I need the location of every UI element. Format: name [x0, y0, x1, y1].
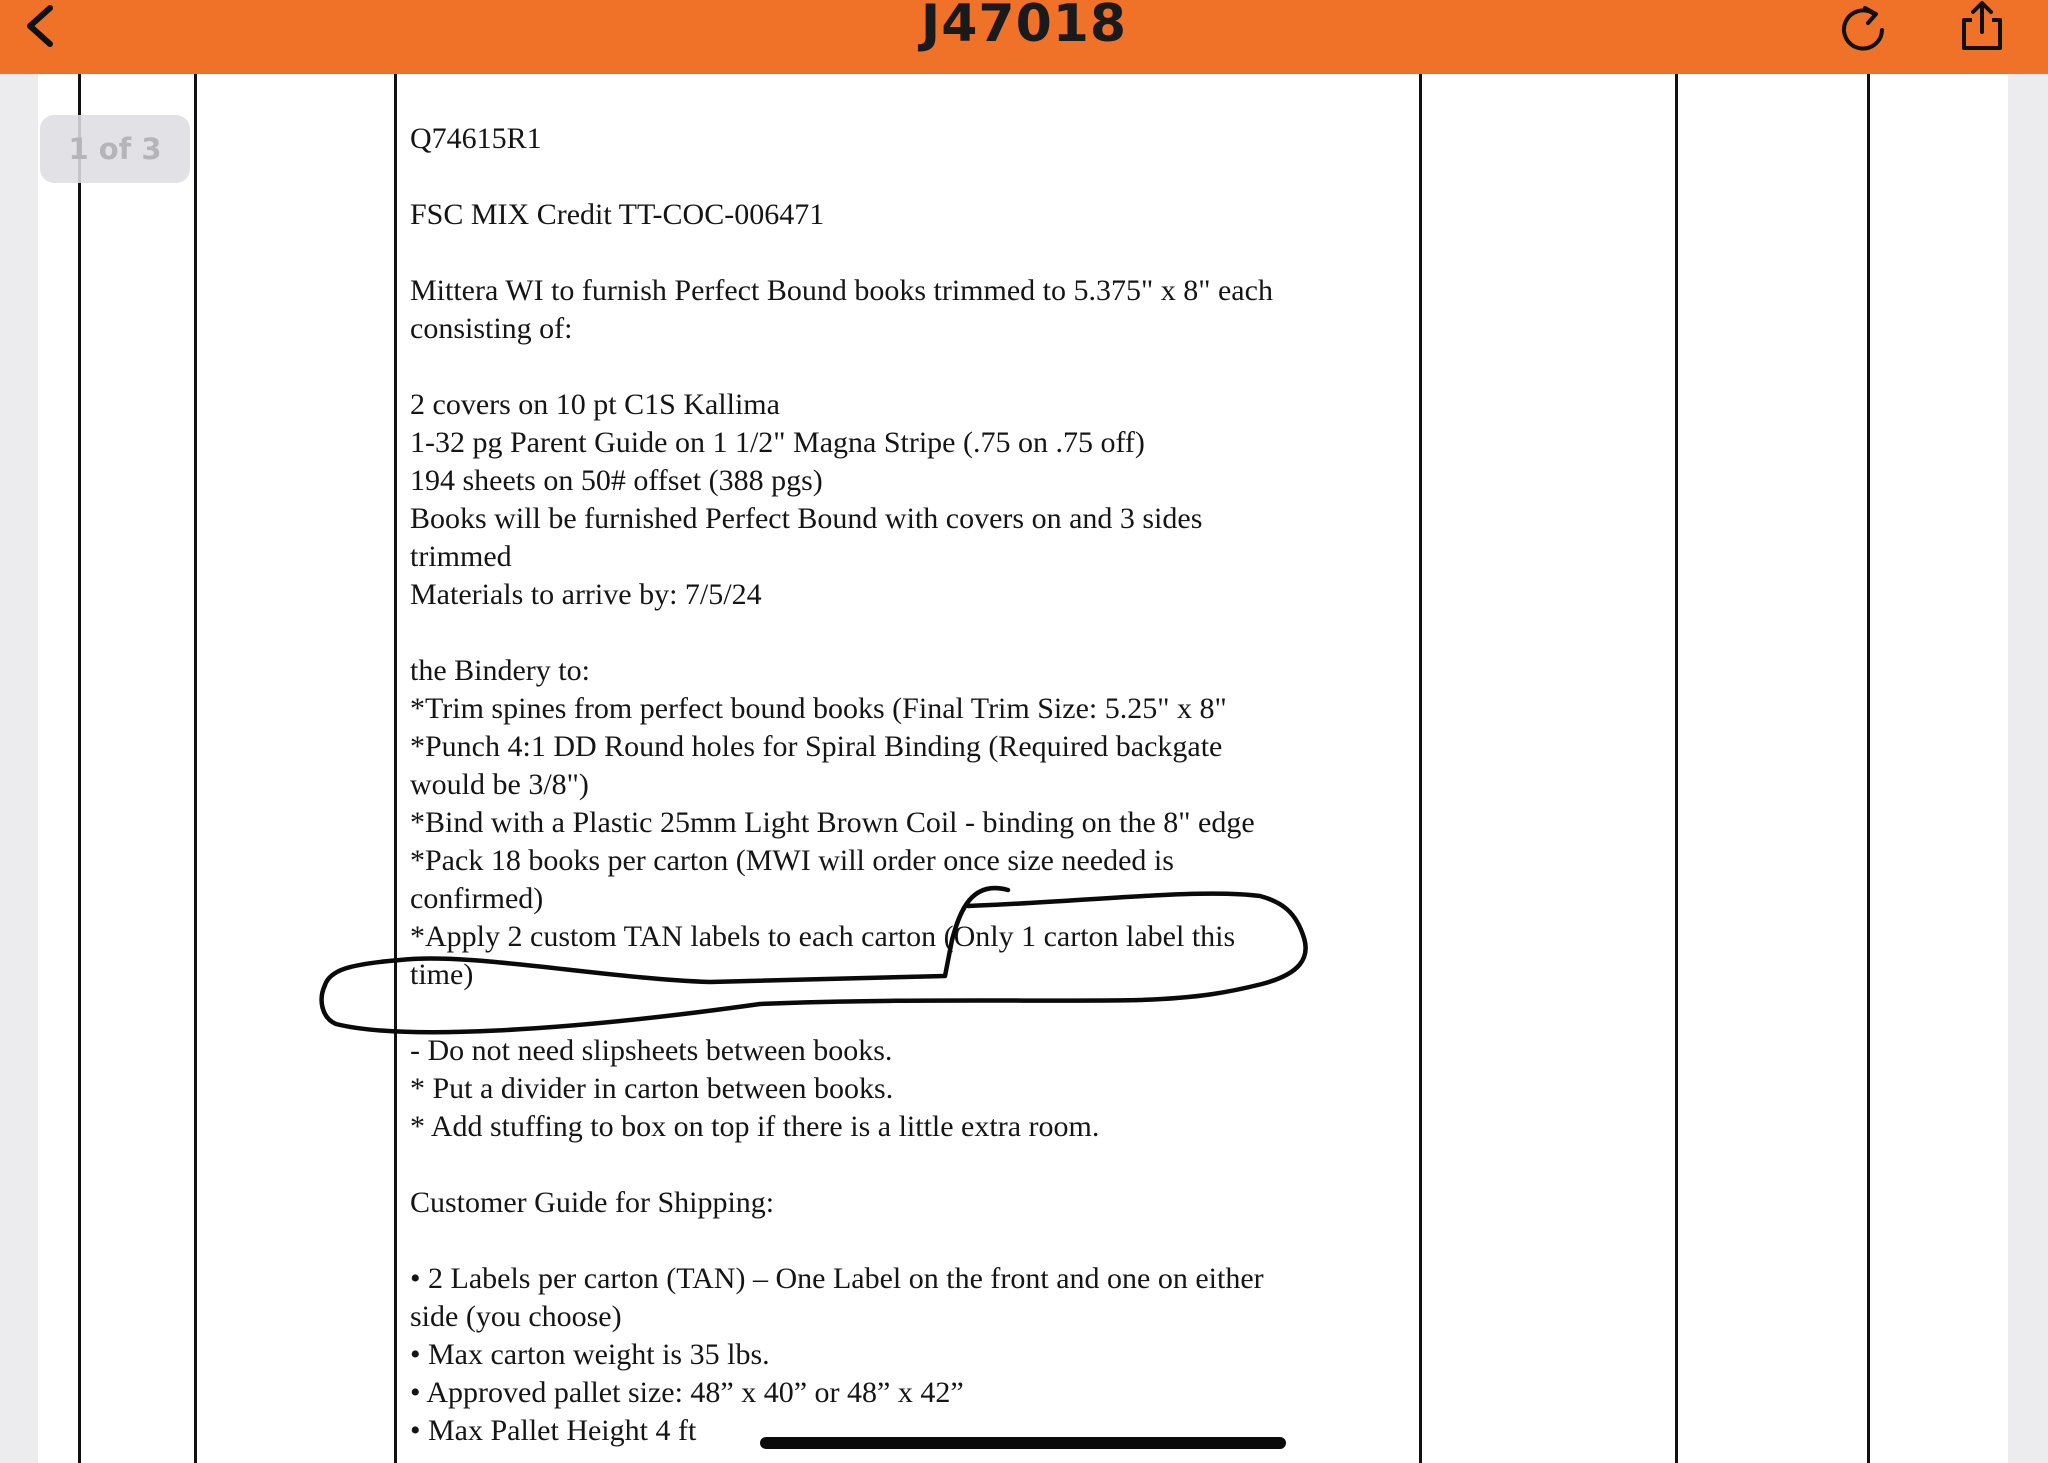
note-line: * Add stuffing to box on top if there is a little extra room.	[410, 1110, 1100, 1143]
table-border	[394, 74, 397, 1463]
bindery-line: confirmed)	[410, 882, 544, 915]
shipping-line: • Max Pallet Height 4 ft	[410, 1414, 697, 1447]
table-border	[1675, 74, 1678, 1463]
table-border	[194, 74, 197, 1463]
component-line: 2 covers on 10 pt C1S Kallima	[410, 388, 780, 421]
bindery-line: *Trim spines from perfect bound books (Final Trim Size: 5.25" x 8"	[410, 692, 1227, 725]
intro-line: consisting of:	[410, 312, 573, 345]
refresh-icon	[1838, 2, 1892, 56]
bindery-line: *Pack 18 books per carton (MWI will order once size needed is	[410, 844, 1174, 877]
shipping-line: • Max carton weight is 35 lbs.	[410, 1338, 770, 1371]
shipping-heading: Customer Guide for Shipping:	[410, 1186, 775, 1219]
shipping-line: • 2 Labels per carton (TAN) – One Label on the front and one on either	[410, 1262, 1264, 1295]
refresh-button[interactable]	[1838, 2, 1892, 56]
bindery-line: *Bind with a Plastic 25mm Light Brown Coil - binding on the 8" edge	[410, 806, 1255, 839]
shipping-line: • Approved pallet size: 48” x 40” or 48” x 42”	[410, 1376, 964, 1409]
table-border	[1867, 74, 1870, 1463]
top-bar	[0, 0, 2048, 74]
component-line: trimmed	[410, 540, 512, 573]
table-border	[78, 74, 81, 1463]
page-indicator: 1 of 3	[40, 115, 190, 183]
bindery-line: *Apply 2 custom TAN labels to each carton (Only 1 carton label this	[410, 920, 1236, 953]
home-indicator[interactable]	[760, 1437, 1286, 1449]
component-line: 1-32 pg Parent Guide on 1 1/2" Magna Stripe (.75 on .75 off)	[410, 426, 1145, 459]
page-title: J47018	[920, 0, 1128, 54]
note-line: - Do not need slipsheets between books.	[410, 1034, 893, 1067]
document-text	[410, 120, 1350, 1450]
quote-number: Q74615R1	[410, 122, 542, 155]
component-line: Materials to arrive by: 7/5/24	[410, 578, 762, 611]
note-line: * Put a divider in carton between books.	[410, 1072, 894, 1105]
bindery-line: *Punch 4:1 DD Round holes for Spiral Binding (Required backgate	[410, 730, 1223, 763]
share-button[interactable]	[1952, 0, 2012, 56]
component-line: Books will be furnished Perfect Bound with covers on and 3 sides	[410, 502, 1203, 535]
fsc-credit: FSC MIX Credit TT-COC-006471	[410, 198, 825, 231]
shipping-line: side (you choose)	[410, 1300, 622, 1333]
bindery-line: time)	[410, 958, 474, 991]
intro-line: Mittera WI to furnish Perfect Bound books trimmed to 5.375" x 8" each	[410, 274, 1273, 307]
component-line: 194 sheets on 50# offset (388 pgs)	[410, 464, 823, 497]
bindery-line: the Bindery to:	[410, 654, 590, 687]
bindery-line: would be 3/8")	[410, 768, 589, 801]
share-icon	[1952, 0, 2012, 56]
table-border	[1419, 74, 1422, 1463]
